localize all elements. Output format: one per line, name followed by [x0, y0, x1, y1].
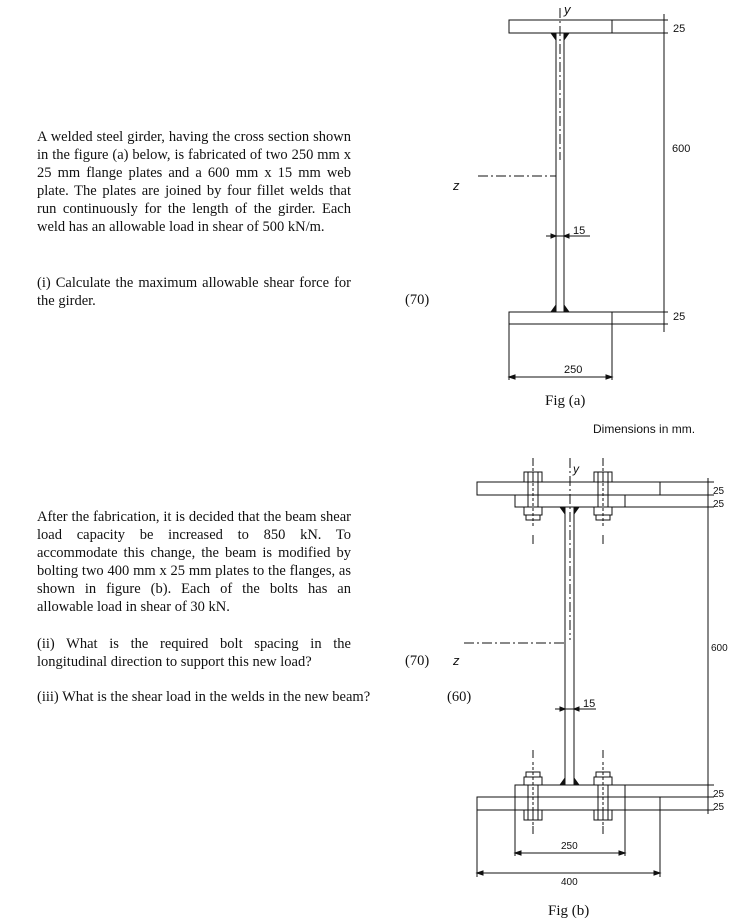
fig-a-units-note: Dimensions in mm.: [593, 422, 696, 436]
fig-a-bottom-flange: [509, 312, 612, 324]
question-2-marks: (70): [405, 653, 430, 669]
question-2: (ii) What is the required bolt spacing in the longitudinal direction to support this new load?: [37, 636, 351, 670]
fig-a-caption: Fig (a): [545, 393, 586, 409]
fig-b-dim-bottom-plate: 25: [713, 802, 725, 813]
fig-a-weld-top-right: [564, 33, 569, 40]
fig-b-dim-web-height: 600: [711, 643, 728, 654]
fig-a-dim-flange-width: 250: [564, 364, 583, 376]
fig-b-axis-z: z: [453, 653, 460, 668]
fig-a-dim-web-height: 600: [672, 143, 691, 155]
fig-a-weld-bottom-left: [551, 305, 556, 312]
modification-text: After the fabrication, it is decided that the beam shear load capacity be increased to 850 kN. To accommodate this change, the beam is modified by bolting two 400 mm x 25 mm plates to the flanges, as shown in figure (b). Each of the bolts has an allowable load in shear of 30 kN.: [37, 509, 351, 615]
fig-b-dim-flange-width: 250: [561, 841, 578, 852]
fig-a-dim-bottom-flange: 25: [673, 311, 686, 323]
fig-b-dim-web-thickness: 15: [583, 698, 596, 710]
fig-b-caption: Fig (b): [548, 903, 590, 919]
fig-a-axis-z: z: [453, 178, 460, 193]
fig-b-dim-top-plate: 25: [713, 486, 725, 497]
fig-b-dim-plate-width: 400: [561, 877, 578, 888]
fig-a-dim-web-thickness: 15: [573, 225, 586, 237]
question-1-marks: (70): [405, 292, 430, 308]
question-3: (iii) What is the shear load in the welds in the new beam?: [37, 689, 371, 705]
fig-b-dim-top-flange: 25: [713, 499, 725, 510]
fig-a-web: [556, 33, 564, 312]
fig-a-section: [478, 8, 668, 380]
question-3-marks: (60): [447, 689, 472, 705]
fig-b-section: [464, 458, 714, 877]
fig-b-bottom-plate: [477, 797, 660, 810]
fig-b-dim-bottom-flange: 25: [713, 789, 725, 800]
fig-b-axis-y: y: [573, 462, 579, 476]
fig-a-weld-top-left: [551, 33, 556, 40]
question-1: (i) Calculate the maximum allowable shear force for the girder.: [37, 275, 351, 309]
problem-intro: A welded steel girder, having the cross section shown in the figure (a) below, is fabricated of two 250 mm x 25 mm flange plates and a 600 mm x 15 mm web plate. The plates are joined by four fillet welds that run continuously for the length of the girder. Each weld has an allowable load in shear of 500 kN/m.: [37, 129, 351, 235]
fig-b-top-plate: [477, 482, 660, 495]
fig-a-weld-bottom-right: [564, 305, 569, 312]
fig-a-dim-top-flange: 25: [673, 23, 686, 35]
fig-a-axis-y: y: [564, 2, 571, 17]
